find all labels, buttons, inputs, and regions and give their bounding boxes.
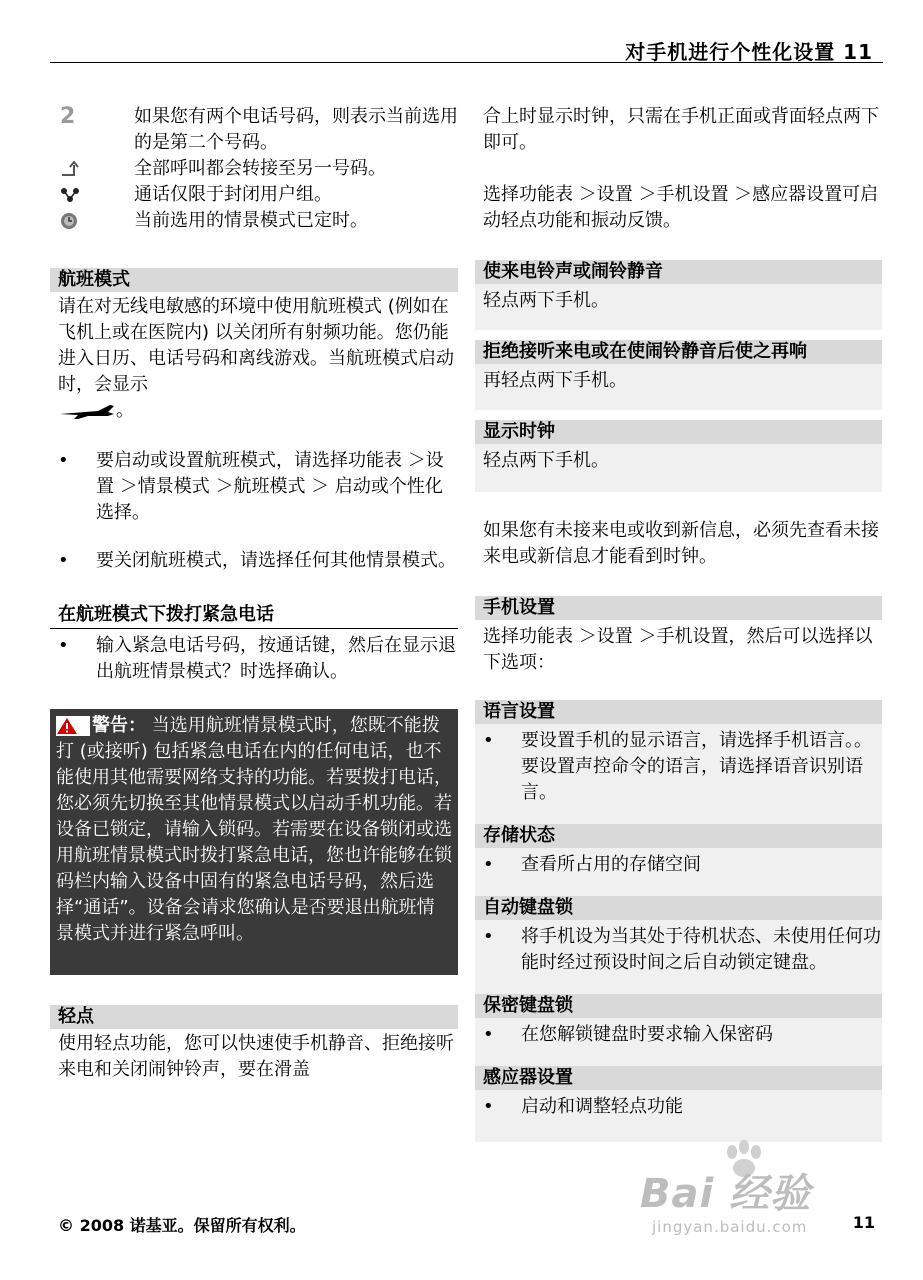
paragraph: 如果您有未接来电或收到新信息，必须先查看未接来电或新信息才能看到时钟。 [483,520,879,567]
status-icon-list [50,104,458,234]
watermark-brand: Bai 经验 [640,1171,812,1217]
tap-item-block [475,260,882,330]
list-item: • 启动和调整轻点功能 [483,1096,683,1117]
status-icon-text: 全部呼叫都会转接至另一号码。 [134,158,386,179]
footer-copyright: © 2008 诺基亚。保留所有权利。 [58,1216,306,1235]
option-block [475,896,882,994]
option-block [475,1066,882,1142]
status-icon-row [50,208,458,234]
airplane-icon [58,402,116,420]
tap-item-heading: 拒绝接听来电或在使闹铃静音后使之再响 [475,340,882,364]
warning-text: 当选用航班情景模式时，您既不能拨打 (或接听) 包括紧急电话在内的任何电话，也不能使用其他需要网络支持的功能。若要拨打电话，您必须先切换至其他情景模式以启动手机功能。若设备已锁定，请输入锁码。若需要在设备锁闭或选用航班情景模式时拨打紧急电话，您也许能够在锁码栏内输入设备中固有的紧急电话号码，然后选择“通话”。设备会请求您确认是否要退出航班情景模式并进行紧急呼叫。 [56,715,452,944]
tap-item-block [475,340,882,410]
option-heading: 自动键盘锁 [475,896,882,920]
option-heading: 存储状态 [475,824,882,848]
list-item: • 查看所占用的存储空间 [483,854,701,875]
option-heading: 感应器设置 [475,1066,882,1090]
status-icon-row [50,156,458,182]
option-heading: 保密键盘锁 [475,994,882,1018]
list-item: • 要启动或设置航班模式，请选择功能表 ＞设置 ＞情景模式 ＞航班模式 ＞ 启动或个性化选择。 [58,450,444,523]
footer-page-number: 11 [852,1213,875,1232]
list-item: • 将手机设为当其处于待机状态、未使用任何功能时经过预设时间之后自动锁定键盘。 [483,926,881,973]
warning-label: 警告： [92,715,146,736]
call-divert-icon [60,161,80,177]
number-2-icon: 2 [60,104,76,129]
option-block [475,700,882,824]
flight-mode-heading: 航班模式 [50,268,458,292]
tap-heading: 轻点 [50,1005,458,1029]
tap-item-heading: 显示时钟 [475,420,882,444]
list-item: • 要设置手机的显示语言，请选择手机语言。。要设置声控命令的语言，请选择语音识别语言。 [483,730,872,803]
header-rule [50,62,883,63]
status-icon-text: 通话仅限于封闭用户组。 [134,184,332,205]
page-header-title: 对手机进行个性化设置 11 [625,40,873,64]
watermark-url: jingyan.baidu.com [652,1218,808,1236]
phone-settings-heading: 手机设置 [475,596,882,620]
option-heading: 语言设置 [475,700,882,724]
tap-body: 使用轻点功能，您可以快速使手机静音、拒绝接听来电和关闭闹钟铃声，要在滑盖 [58,1033,454,1080]
list-item: • 在您解锁键盘时要求输入保密码 [483,1024,773,1045]
right-column [475,104,882,1142]
flight-mode-body: 请在对无线电敏感的环境中使用航班模式 (例如在飞机上或在医院内) 以关闭所有射频功能。您仍能进入日历、电话号码和离线游戏。当航班模式启动时，会显示 。 [58,296,454,421]
emergency-call-heading: 在航班模式下拨打紧急电话 [50,602,458,629]
closed-user-group-icon [60,187,80,203]
status-icon-text: 如果您有两个电话号码，则表示当前选用的是第二个号码。 [134,106,458,153]
warning-icon [56,716,90,736]
status-icon-row [50,182,458,208]
tap-item-heading: 使来电铃声或闹铃静音 [475,260,882,284]
tap-item-body: 轻点两下手机。 [483,290,609,311]
left-column [50,104,458,1083]
status-icon-text: 当前选用的情景模式已定时。 [134,210,368,231]
option-block [475,824,882,896]
phone-settings-body: 选择功能表 ＞设置 ＞手机设置，然后可以选择以下选项： [483,626,873,673]
option-block [475,994,882,1066]
tap-item-block [475,420,882,492]
status-icon-row [50,104,458,156]
baidu-jingyan-watermark [630,1140,880,1240]
tap-item-body: 再轻点两下手机。 [483,370,627,391]
tap-item-body: 轻点两下手机。 [483,450,609,471]
list-item: • 要关闭航班模式，请选择任何其他情景模式。 [58,550,456,571]
paragraph: 选择功能表 ＞设置 ＞手机设置 ＞感应器设置可启动轻点功能和振动反馈。 [483,184,879,231]
paragraph: 合上时显示时钟，只需在手机正面或背面轻点两下即可。 [483,106,879,153]
list-item: • 输入紧急电话号码，按通话键，然后在显示退出航班情景模式？时选择确认。 [58,635,456,682]
warning-box [50,709,458,975]
timed-profile-icon [60,212,78,230]
